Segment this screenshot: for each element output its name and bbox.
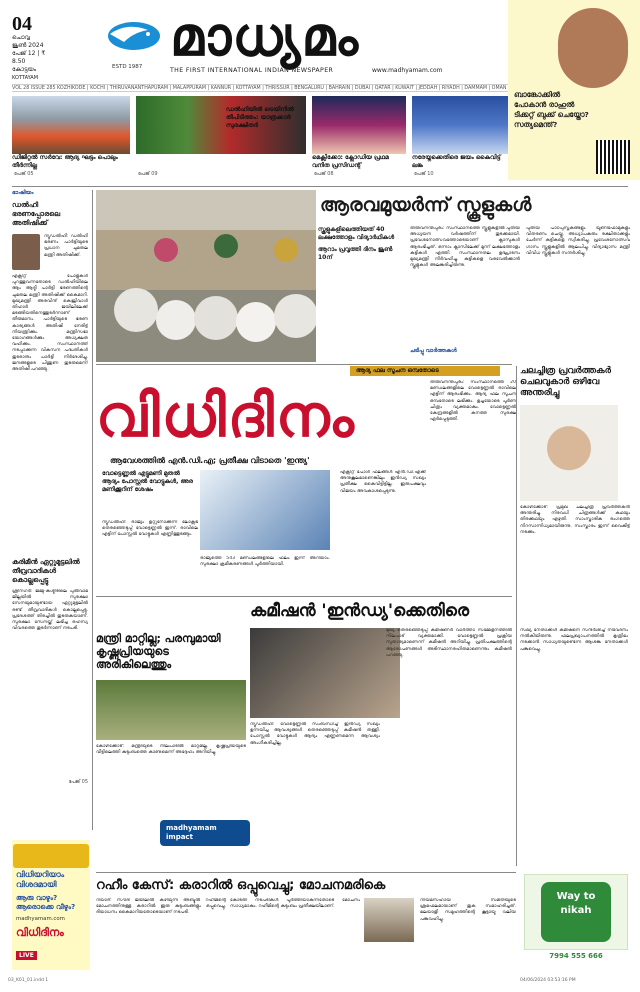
commission-headline: കമീഷൻ 'ഇൻഡ്യ'ക്കെതിരെ	[250, 601, 470, 621]
lead-bullets	[318, 226, 404, 266]
promo-strip	[12, 96, 508, 180]
promo-caption: ഡിജിറ്റൽ സർവേ: ആദ്യ ഘട്ടം പൊലും തീർന്നില്ല	[12, 154, 118, 169]
commission-body-2: മുഖ്യ തെരഞ്ഞെടുപ്പ് കമീഷണർ വാർത്താ സമ്മേളനത്തിൽ നിലപാട് വ്യക്തമാക്കി. വോട്ടെണ്ണൽ പ്രക്രിയ സുതാര്യമാണെന്ന് കമീഷൻ അറിയിച്ചു. പ്രതിപക്ഷത്തിന്റെ ആരോപണങ്ങൾ അടിസ്ഥാനരഹിതമാണെന്നും കമീഷൻ പറഞ്ഞു.	[386, 628, 512, 658]
website[interactable]: www.madhyamam.com	[372, 67, 443, 74]
main-headline: വിധിദിനം	[96, 382, 356, 450]
footer-timestamp: 04/06/2024 03:53:16 PM	[520, 978, 576, 983]
tagline: THE FIRST INTERNATIONAL INDIAN NEWSPAPER	[170, 67, 334, 74]
date-block	[12, 14, 54, 82]
main-bullet: വോട്ടെണ്ണൽ എട്ടുമണി മുതൽ ആദ്യം പോസ്റ്റൽ വോട്ടുകൾ, അര മണിക്കൂറിന് ശേഷം	[102, 470, 193, 493]
promo-4[interactable]	[412, 96, 508, 180]
ad-brand: വിധിദിനം	[16, 926, 64, 939]
footer-file: 03_K01_01.indd 1	[8, 978, 49, 983]
result-banner: ആദ്യ ഫല സൂചന ഒമ്പതോടെ	[350, 366, 500, 376]
editions-strip: VOL 28 ISSUE 285 KOZHIKODE | KOCHI | THIRUVANANTHAPURAM | MALAPPURAM | KANNUR | KOTTAYAM | THRISSUR | BENGALURU | BAHRAIN | DUBAI | QATAR | KUWAIT | JEDDAH | RIYADH | DAMMAM | OMAN	[12, 86, 507, 91]
promo-3[interactable]	[312, 96, 406, 180]
promo-page: പേജ് 10	[414, 171, 434, 177]
main-body-4: തിരുവനന്തപുരം: സംസ്ഥാനത്തെ 20 മണ്ഡലങ്ങളിലെ വോട്ടെണ്ണൽ രാവിലെ എട്ടിന് ആരംഭിക്കും. ആദ്യ ഫല സൂചന ഒമ്പതോടെ ലഭിക്കും. ഉച്ചയോടെ പൂർണ ചിത്രം വ്യക്തമാകും. വോട്ടെണ്ണൽ കേന്ദ്രങ്ങളിൽ കനത്ത സുരക്ഷ ഏർപ്പെടുത്തി.	[430, 380, 516, 423]
lead-bullet-1: സ്കൂളുകളിലെത്തിയത് 40 ലക്ഷത്തോളം വിദ്യാർഥികൾ	[318, 226, 395, 241]
kerala-headline: മന്ത്രി മാറ്റില്ല; പരമ്പുമായി കൃഷ്ണപ്രിയയുടെ അരികിലെത്തും	[96, 632, 221, 671]
main-body-2: രാജ്യത്തെ 543 മണ്ഡലങ്ങളിലെ ഫലം ഇന്ന് അറിയാം. സുരക്ഷാ ക്രമീകരണങ്ങൾ പൂർത്തിയായി.	[200, 556, 330, 568]
promo-caption: നരേയ്നക്കെതിരെ ജയം കൈവിട്ട് ലങ്ക	[412, 154, 501, 169]
ad-logo: Way to nikah	[541, 882, 611, 942]
obituary-photo	[520, 405, 618, 501]
established: ESTD 1987	[112, 64, 143, 70]
rahim-body-2: കോടതി നടപടികൾ പൂർത്തിയാകുന്നതോടെ മോചനം സാധ്യമാകും. റഹീമിന്റെ കുടുംബം പ്രതീക്ഷയിലാണ്.	[230, 898, 360, 910]
weekday: ചൊവ്വ	[12, 34, 30, 41]
lead-body-2: പുതിയ പാഠപുസ്തകങ്ങളും യൂണിഫോമുകളും വിതരണം ചെയ്തു. അധ്യാപകരും രക്ഷിതാക്കളും ചേർന്ന് കുട്ടികളെ സ്വീകരിച്ചു. പ്രവേശനോത്സവ ഗാനം സ്കൂളുകളിൽ ആലപിച്ചു. വിദ്യാഭ്യാസ മന്ത്രി വിവിധ സ്കൂളുകൾ സന്ദർശിച്ചു.	[526, 226, 630, 256]
lead-body-1: തിരുവനന്തപുരം: സംസ്ഥാനത്തെ സ്കൂളുകളിൽ പുതിയ അധ്യയന വർഷത്തിന് തുടക്കമായി. പ്രവേശനോത്സവത്തോടെയാണ് ക്ലാസുകൾ ആരംഭിച്ചത്. ഒന്നാം ക്ലാസിലേക്ക് മൂന്ന് ലക്ഷത്തോളം കുട്ടികൾ എത്തി. സംസ്ഥാനതല ഉദ്ഘാടനം മുഖ്യമന്ത്രി നിർവഹിച്ചു. കുട്ടികളെ വരവേൽക്കാൻ സ്കൂളുകൾ അലങ്കരിച്ചിരുന്നു.	[410, 226, 520, 269]
ad-phone[interactable]: 7994 555 666	[549, 952, 603, 960]
main-body-3: എക്സിറ്റ് പോൾ ഫലങ്ങൾ എൻ.ഡി.എക്ക് അനുകൂലമാണെങ്കിലും ഇൻഡ്യ സഖ്യം പ്രതീക്ഷ കൈവിട്ടിട്ടില്ല. ഇരുപക്ഷവും വിജയം അവകാശപ്പെടുന്നു.	[340, 470, 426, 494]
promo-2[interactable]	[136, 96, 306, 180]
rahim-body-1: റിയാദ്: സൗദി ജയിലിൽ കഴിയുന്ന അബ്ദുൽ റഹീമിന്റെ മോചനത്തിനുള്ള കരാറിൽ ഇരു കുടുംബങ്ങളും ഒപ്പുവെച്ചു. ദിയാധനം കൈമാറിയതോടെയാണ് നടപടി.	[96, 898, 226, 916]
promo-page: പേജ് 05	[14, 171, 34, 177]
portrait-photo	[558, 8, 628, 88]
atishi-photo	[12, 234, 40, 270]
election-ad[interactable]	[12, 840, 90, 970]
logo-wordmark: മാധ്യമം	[170, 5, 360, 68]
cricket-photo	[412, 96, 508, 154]
left-page: പേജ് 05	[68, 779, 88, 785]
rahim-photo	[364, 898, 414, 942]
promo-page: പേജ് 09	[138, 171, 158, 177]
commission-body-1: ന്യൂഡൽഹി: വോട്ടെണ്ണൽ സംബന്ധിച്ച് ഇൻഡ്യ സഖ്യം ഉന്നയിച്ച ആവശ്യങ്ങൾ തെരഞ്ഞെടുപ്പ് കമീഷൻ തള്ളി. പോസ്റ്റൽ വോട്ടുകൾ ആദ്യം എണ്ണണമെന്ന ആവശ്യം അംഗീകരിച്ചില്ല.	[250, 722, 380, 746]
obituary-headline: ചലച്ചിത്ര പ്രവർത്തകർ ചെലവുകാർ ഒഴിവേ അന്തരിച്ചു	[520, 366, 611, 398]
counting-photo	[200, 470, 330, 550]
lead-bullet-2: ആറാം പ്രവൃത്തി ദിനം ജൂൺ 10ന്	[318, 246, 393, 261]
mexico-photo	[312, 96, 406, 154]
left-headline-2: കരിമീൻ ഏറ്റുമുട്ടലിൽ തീവ്രവാദികൾ കൊല്ലപ്പെട്ടു	[12, 558, 80, 584]
fire-photo	[12, 96, 130, 154]
month-year: ജൂൺ 2024	[12, 42, 44, 49]
left-headline-1: ഡൽഹി ഭരണപ്പോരലെ അതിഷിക്ക്	[12, 201, 61, 227]
commission-photo	[250, 628, 400, 718]
ad-subhead: ആരു വാഴും? ആരൊക്കെ വീഴും?	[16, 894, 76, 911]
print-footer	[0, 972, 640, 992]
fact-check-ad[interactable]	[508, 0, 640, 180]
kerala-photo	[96, 680, 246, 740]
page-count: പേജ് 12 | ₹ 8.50	[12, 50, 46, 65]
commission-body-3: സഖ്യ നേതാക്കൾ കമീഷനെ സന്ദർശിച്ച് നിവേദനം നൽകിയിരുന്നു. ഫലപ്രഖ്യാപനത്തിൽ കൃത്രിമം നടക്കാൻ സാധ്യതയുണ്ടെന്ന ആശങ്ക നേതാക്കൾ പങ്കുവെച്ചു.	[520, 628, 628, 652]
promo-caption: മെക്സിക്കോ: ക്ലോഡിയ പ്രഥമ വനിത പ്രസിഡന്റ്	[312, 154, 389, 169]
lead-headline: ആരവമുയർന്ന് സ്കൂളുകൾ	[320, 194, 532, 216]
matrimony-ad[interactable]	[524, 874, 628, 968]
day-number: 04	[12, 13, 32, 35]
impact-ad[interactable]: madhyamam impact	[160, 820, 250, 846]
edition-city: കോട്ടയം	[12, 66, 37, 73]
kerala-body: കോഴിക്കോട്: മന്ത്രിയുടെ നിലപാടിൽ മാറ്റമില്ല. കൃഷ്ണപ്രിയയുടെ വീട്ടിലെത്തി കുടുംബത്തെ കാണുമെന്ന് അദ്ദേഹം അറിയിച്ചു.	[96, 744, 246, 756]
promo-caption: ഡൽഹിയിൽ ട്രെയിനിൽ തീപിടിത്തം: യാത്രക്കാർ സുരക്ഷിതർ	[226, 106, 294, 129]
fact-check-text: ബാങ്കോക്കിൽ പോകാൻ രാഹുൽ ടിക്കറ്റ് ബുക്ക് ചെയ്തോ? സത്യമെന്ത്?	[514, 90, 589, 129]
live-badge: LIVE	[16, 951, 37, 960]
rahim-headline: റഹീം കേസ്: കരാറിൽ ഒപ്പുവെച്ചു; മോചനമരികെ	[96, 878, 386, 893]
lead-byline: ചടിപ്പു വാർത്തകൾ	[410, 348, 457, 354]
section-tag: ഭാഷിയം	[12, 190, 34, 196]
edition-city-en: KOTTAYAM	[12, 75, 39, 81]
qr-code[interactable]	[596, 140, 630, 174]
ad-site[interactable]: madhyamam.com	[16, 916, 65, 922]
promo-1[interactable]	[12, 96, 130, 180]
left-column: ഭാഷിയം ഡൽഹി ഭരണപ്പോരലെ അതിഷിക്ക് ന്യൂഡൽഹി: ഡൽഹി ഭരണം പാർട്ടിയുടെ പ്രധാന ചുമതല മന്ത്രി അതിഷിക്ക്. എക്സിറ്റ് പോളുകൾ പുറത്തുവന്നതോടെ ഡൽഹിയിലെ ആം ആദ്മി പാർട്ടി ഭരണത്തിന്റെ ചുമതല മന്ത്രി അതിഷിക്ക് കൈമാറി. മുഖ്യമന്ത്രി അരവിന്ദ് കെജ്രിവാൾ തിഹാർ ജയിലിലേക്ക് മടങ്ങിയതിനെത്തുടർന്നാണ് തീരുമാനം. പാർട്ടിയുടെ ഭരണ കാര്യങ്ങൾ അതിഷി നേരിട്ട് നിയന്ത്രിക്കും. മന്ത്രിസഭാ യോഗങ്ങൾക്കും അധ്യക്ഷത വഹിക്കും. സംസ്ഥാനത്ത് നടപ്പാക്കുന്ന വികസന പദ്ധതികൾ തുടരാനും പാർട്ടി നിർദേശിച്ചു. ജനങ്ങളുടെ പിന്തുണ തുടരുമെന്ന് അതിഷി പറഞ്ഞു. കരിമീൻ ഏറ്റുമുട്ടലിൽ തീവ്രവാദികൾ കൊല്ലപ്പെട്ടു ശ്രീനഗർ: ജമ്മു-കശ്മീരിലെ പുൽവാമ ജില്ലയിൽ സുരക്ഷാ സേനയുമായുണ്ടായ ഏറ്റുമുട്ടലിൽ രണ്ട് തീവ്രവാദികൾ കൊല്ലപ്പെട്ടു. പ്രദേശത്ത് തിരച്ചിൽ തുടരുകയാണ്. സുരക്ഷാ സേനയ്ക്ക് ലഭിച്ച രഹസ്യ വിവരത്തെ തുടർന്നാണ് നടപടി. പേജ് 05	[12, 190, 88, 785]
ad-graphic	[13, 844, 89, 868]
right-column: ചലച്ചിത്ര പ്രവർത്തകർ ചെലവുകാർ ഒഴിവേ അന്തരിച്ചു കോഴിക്കോട്: പ്രമുഖ ചലച്ചിത്ര പ്രവർത്തകൻ അന്തരിച്ചു. നിരവധി ചിത്രങ്ങൾക്ക് കഥയും തിരക്കഥയും എഴുതി. സാംസ്കാരിക രംഗത്തെ നിറസാന്നിധ്യമായിരുന്നു. സംസ്കാരം ഇന്ന് വൈകീട്ട് നടക്കും.	[520, 366, 630, 535]
main-body-1: ന്യൂഡൽഹി: രാജ്യം ഉറ്റുനോക്കുന്ന ലോക്സഭ തെരഞ്ഞെടുപ്പ് വോട്ടെണ്ണൽ ഇന്ന്. രാവിലെ എട്ടിന് പോസ്റ്റൽ വോട്ടുകൾ എണ്ണിത്തുടങ്ങും.	[102, 520, 198, 538]
promo-page: പേജ് 08	[314, 171, 334, 177]
logo-bird-icon	[104, 14, 164, 54]
main-subhead: ആവേശത്തിൽ എൻ.ഡി.എ; പ്രതീക്ഷ വിടാതെ 'ഇന്ത്യ'	[110, 456, 310, 465]
ad-headline: വിധിയറിയാം വിശദമായി	[16, 870, 65, 889]
rahim-body-3: നിയമസഹായ സമിതിയുടെ ശ്രമഫലമായാണ് തുക സമാഹരിച്ചത്. മലയാളി സമൂഹത്തിന്റെ കൂട്ടായ്മ വലിയ പങ്കുവഹിച്ചു.	[420, 898, 516, 922]
